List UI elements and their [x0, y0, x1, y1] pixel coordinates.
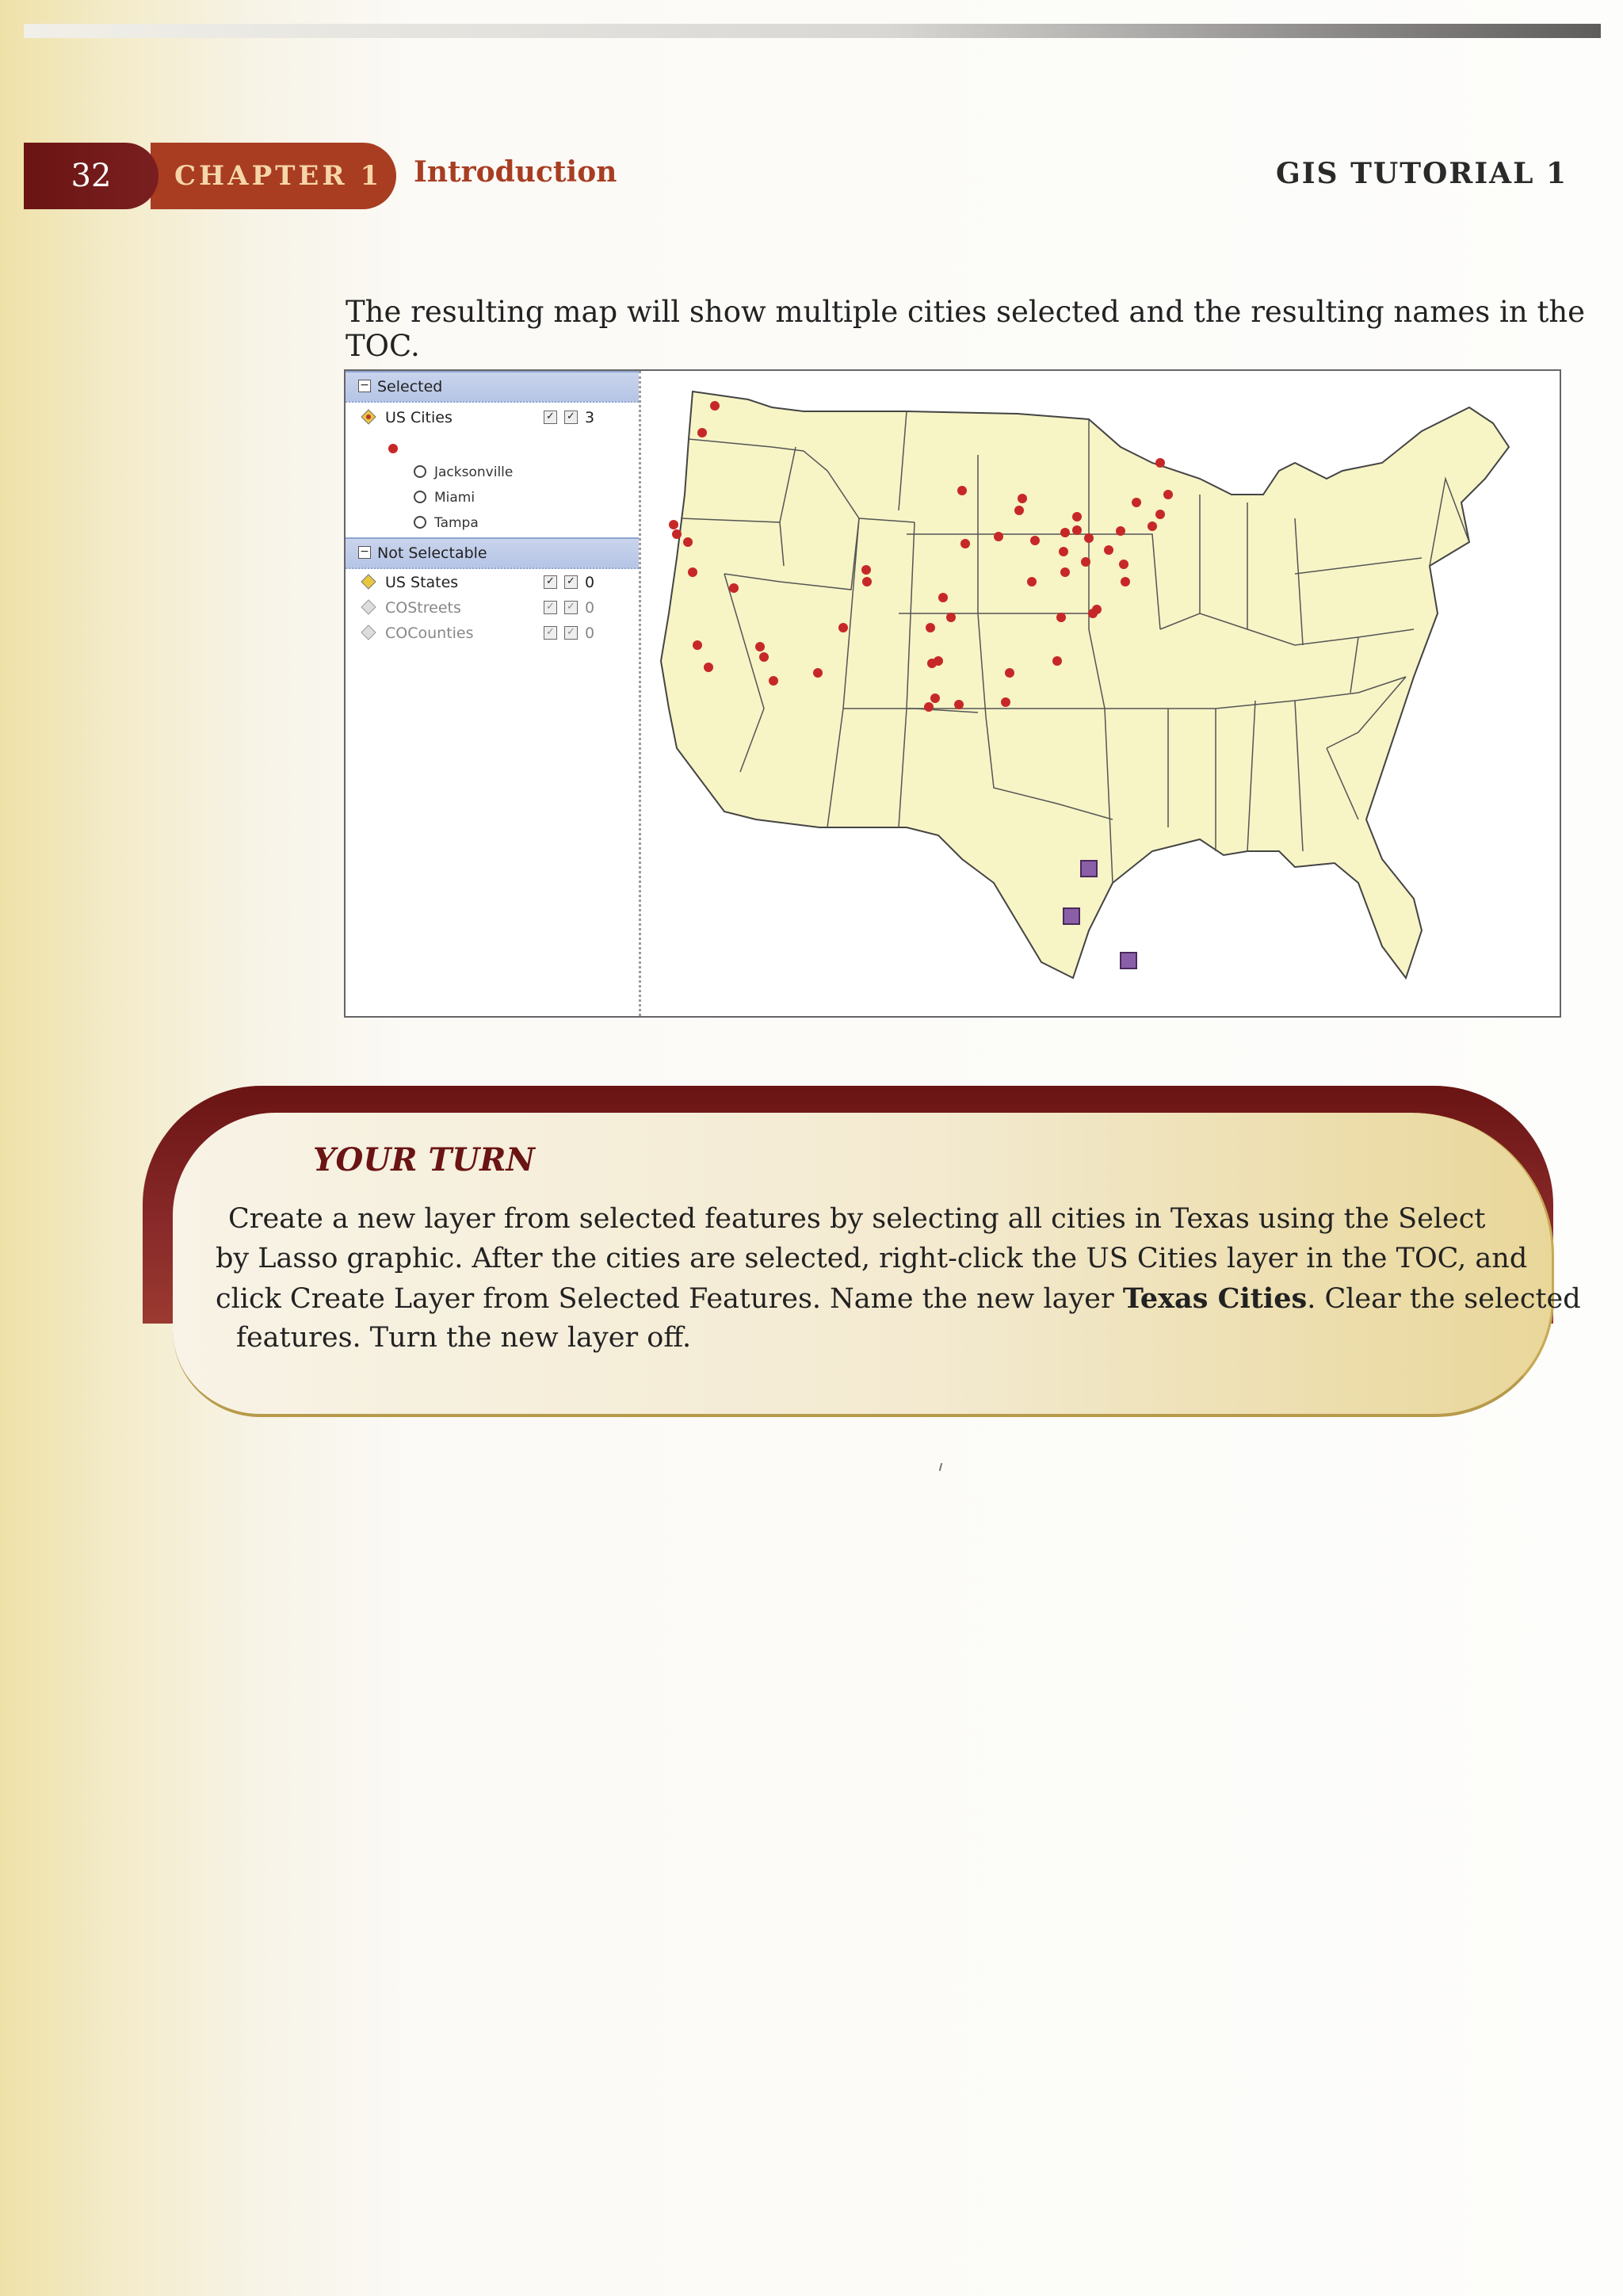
your-turn-text-line: click Create Layer from Selected Features. Name the new layer Texas Cities. Clear the selected: [216, 1282, 1581, 1315]
layer-name: US States: [385, 574, 459, 591]
layer-icon: [360, 573, 377, 590]
layer-icon: [360, 408, 377, 426]
your-turn-text-line: Create a new layer from selected features by selecting all cities in Texas using the Select: [228, 1203, 1486, 1235]
toc-group-not-selectable[interactable]: [346, 537, 639, 569]
selected-count: 0: [585, 574, 595, 591]
your-turn-text-line: by Lasso graphic. After the cities are selected, right-click the US Cities layer in the TOC, and: [216, 1243, 1528, 1274]
layer-icon: [360, 598, 377, 616]
section-title: Introduction: [414, 155, 617, 189]
intro-paragraph: The resulting map will show multiple cities selected and the resulting names in the TOC.: [346, 295, 1586, 363]
checkbox-icon[interactable]: ✓: [544, 626, 557, 640]
arcmap-screenshot: [344, 369, 1561, 1018]
top-rule: [24, 24, 1601, 38]
checkbox-icon[interactable]: ✓: [564, 601, 578, 614]
layer-icon: [360, 624, 377, 641]
selected-count: 3: [585, 409, 595, 426]
chapter-label: CHAPTER 1: [151, 143, 396, 209]
layer-name: US Cities: [385, 409, 453, 426]
toc-layer-us-states[interactable]: [346, 571, 639, 594]
toc-layer-us-cities[interactable]: [346, 406, 639, 430]
point-symbol-icon: [388, 444, 398, 453]
checkbox-icon[interactable]: ✓: [544, 601, 557, 614]
toc-layer-cocounties[interactable]: [346, 621, 639, 645]
layer-name: COStreets: [385, 599, 461, 617]
selected-city-item[interactable]: Miami: [414, 490, 475, 506]
your-turn-title: YOUR TURN: [313, 1141, 535, 1179]
us-map[interactable]: [645, 376, 1556, 1010]
checkbox-icon[interactable]: ✓: [564, 575, 578, 589]
toc-group-label: Selected: [377, 378, 443, 395]
your-turn-box: [143, 1086, 1581, 1419]
table-of-contents: [346, 371, 641, 1016]
toc-group-selected[interactable]: [346, 371, 639, 403]
collapse-icon[interactable]: −: [358, 380, 371, 392]
selected-count: 0: [585, 599, 595, 617]
feature-icon: [414, 491, 426, 503]
feature-icon: [414, 516, 426, 529]
your-turn-text-line: features. Turn the new layer off.: [236, 1322, 692, 1354]
page-number: 32: [24, 143, 158, 209]
selected-city-item[interactable]: Jacksonville: [414, 464, 513, 480]
collapse-icon[interactable]: −: [358, 546, 371, 559]
checkbox-icon[interactable]: ✓: [544, 575, 557, 589]
toc-group-label: Not Selectable: [377, 544, 487, 562]
checkbox-icon[interactable]: ✓: [544, 411, 557, 424]
toc-layer-costreets[interactable]: [346, 596, 639, 620]
checkbox-icon[interactable]: ✓: [564, 411, 578, 424]
book-title: GIS TUTORIAL 1: [1275, 157, 1568, 190]
layer-name: COCounties: [385, 625, 474, 642]
feature-icon: [414, 465, 426, 478]
selected-count: 0: [585, 625, 595, 642]
selected-city-item[interactable]: Tampa: [414, 515, 479, 531]
checkbox-icon[interactable]: ✓: [564, 626, 578, 640]
